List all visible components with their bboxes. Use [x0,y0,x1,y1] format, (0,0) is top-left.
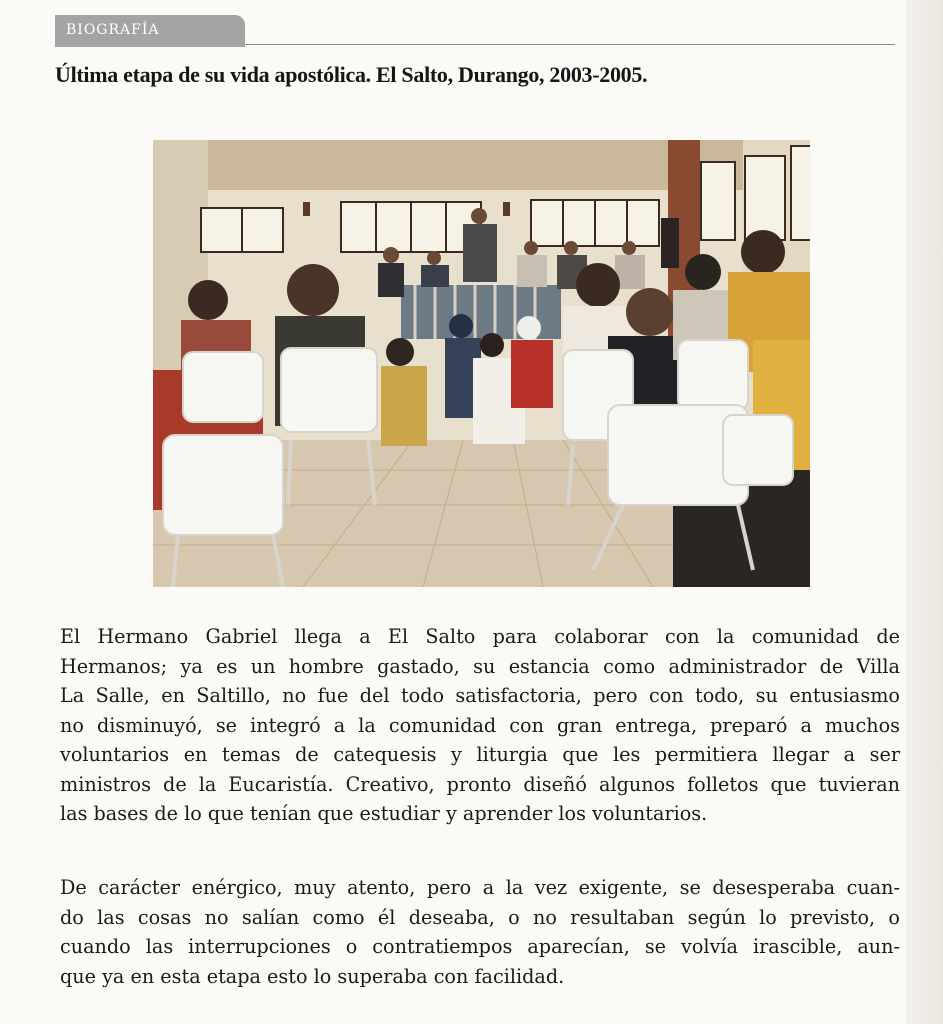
text-line: do las cosas no salían como él deseaba, o no resultaban según lo previsto, o [60,905,900,929]
text-line: no disminuyó, se integró a la comunidad con gran entrega, preparó a muchos [60,713,900,737]
paragraph-2 [60,873,900,991]
meeting-photo [153,140,810,587]
text-line: voluntarios en temas de catequesis y liturgia que les permitiera llegar a ser [60,743,900,766]
text-line: que ya en esta etapa esto lo superaba con facilidad. [60,964,565,988]
section-label: BIOGRAFÍA [66,22,160,38]
text-line: El Hermano Gabriel llega a El Salto para colaborar con la comunidad de [60,625,900,648]
photo-caption: Última etapa de su vida apostólica. El Salto, Durango, 2003-2005. [55,62,648,87]
page-edge-shadow [906,0,943,1024]
text-line: ministros de la Eucaristía. Creativo, pronto diseñó algunos folletos que tuvieran [60,772,900,796]
meeting-photo-illustration [153,140,810,587]
text-line: Hermanos; ya es un hombre gastado, su estancia como administrador de Villa [60,654,900,678]
text-line: De carácter enérgico, muy atento, pero a la vez exigente, se desesperaba cuan- [60,876,900,899]
header-rule [245,44,895,45]
text-line: las bases de lo que tenían que estudiar y aprender los voluntarios. [60,802,708,825]
text-line: cuando las interrupciones o contratiempos aparecían, se volvía irascible, aun- [60,935,900,958]
text-line: La Salle, en Saltillo, no fue del todo satisfactoria, pero con todo, su entusiasmo [60,684,900,707]
paragraph-1 [60,622,900,829]
